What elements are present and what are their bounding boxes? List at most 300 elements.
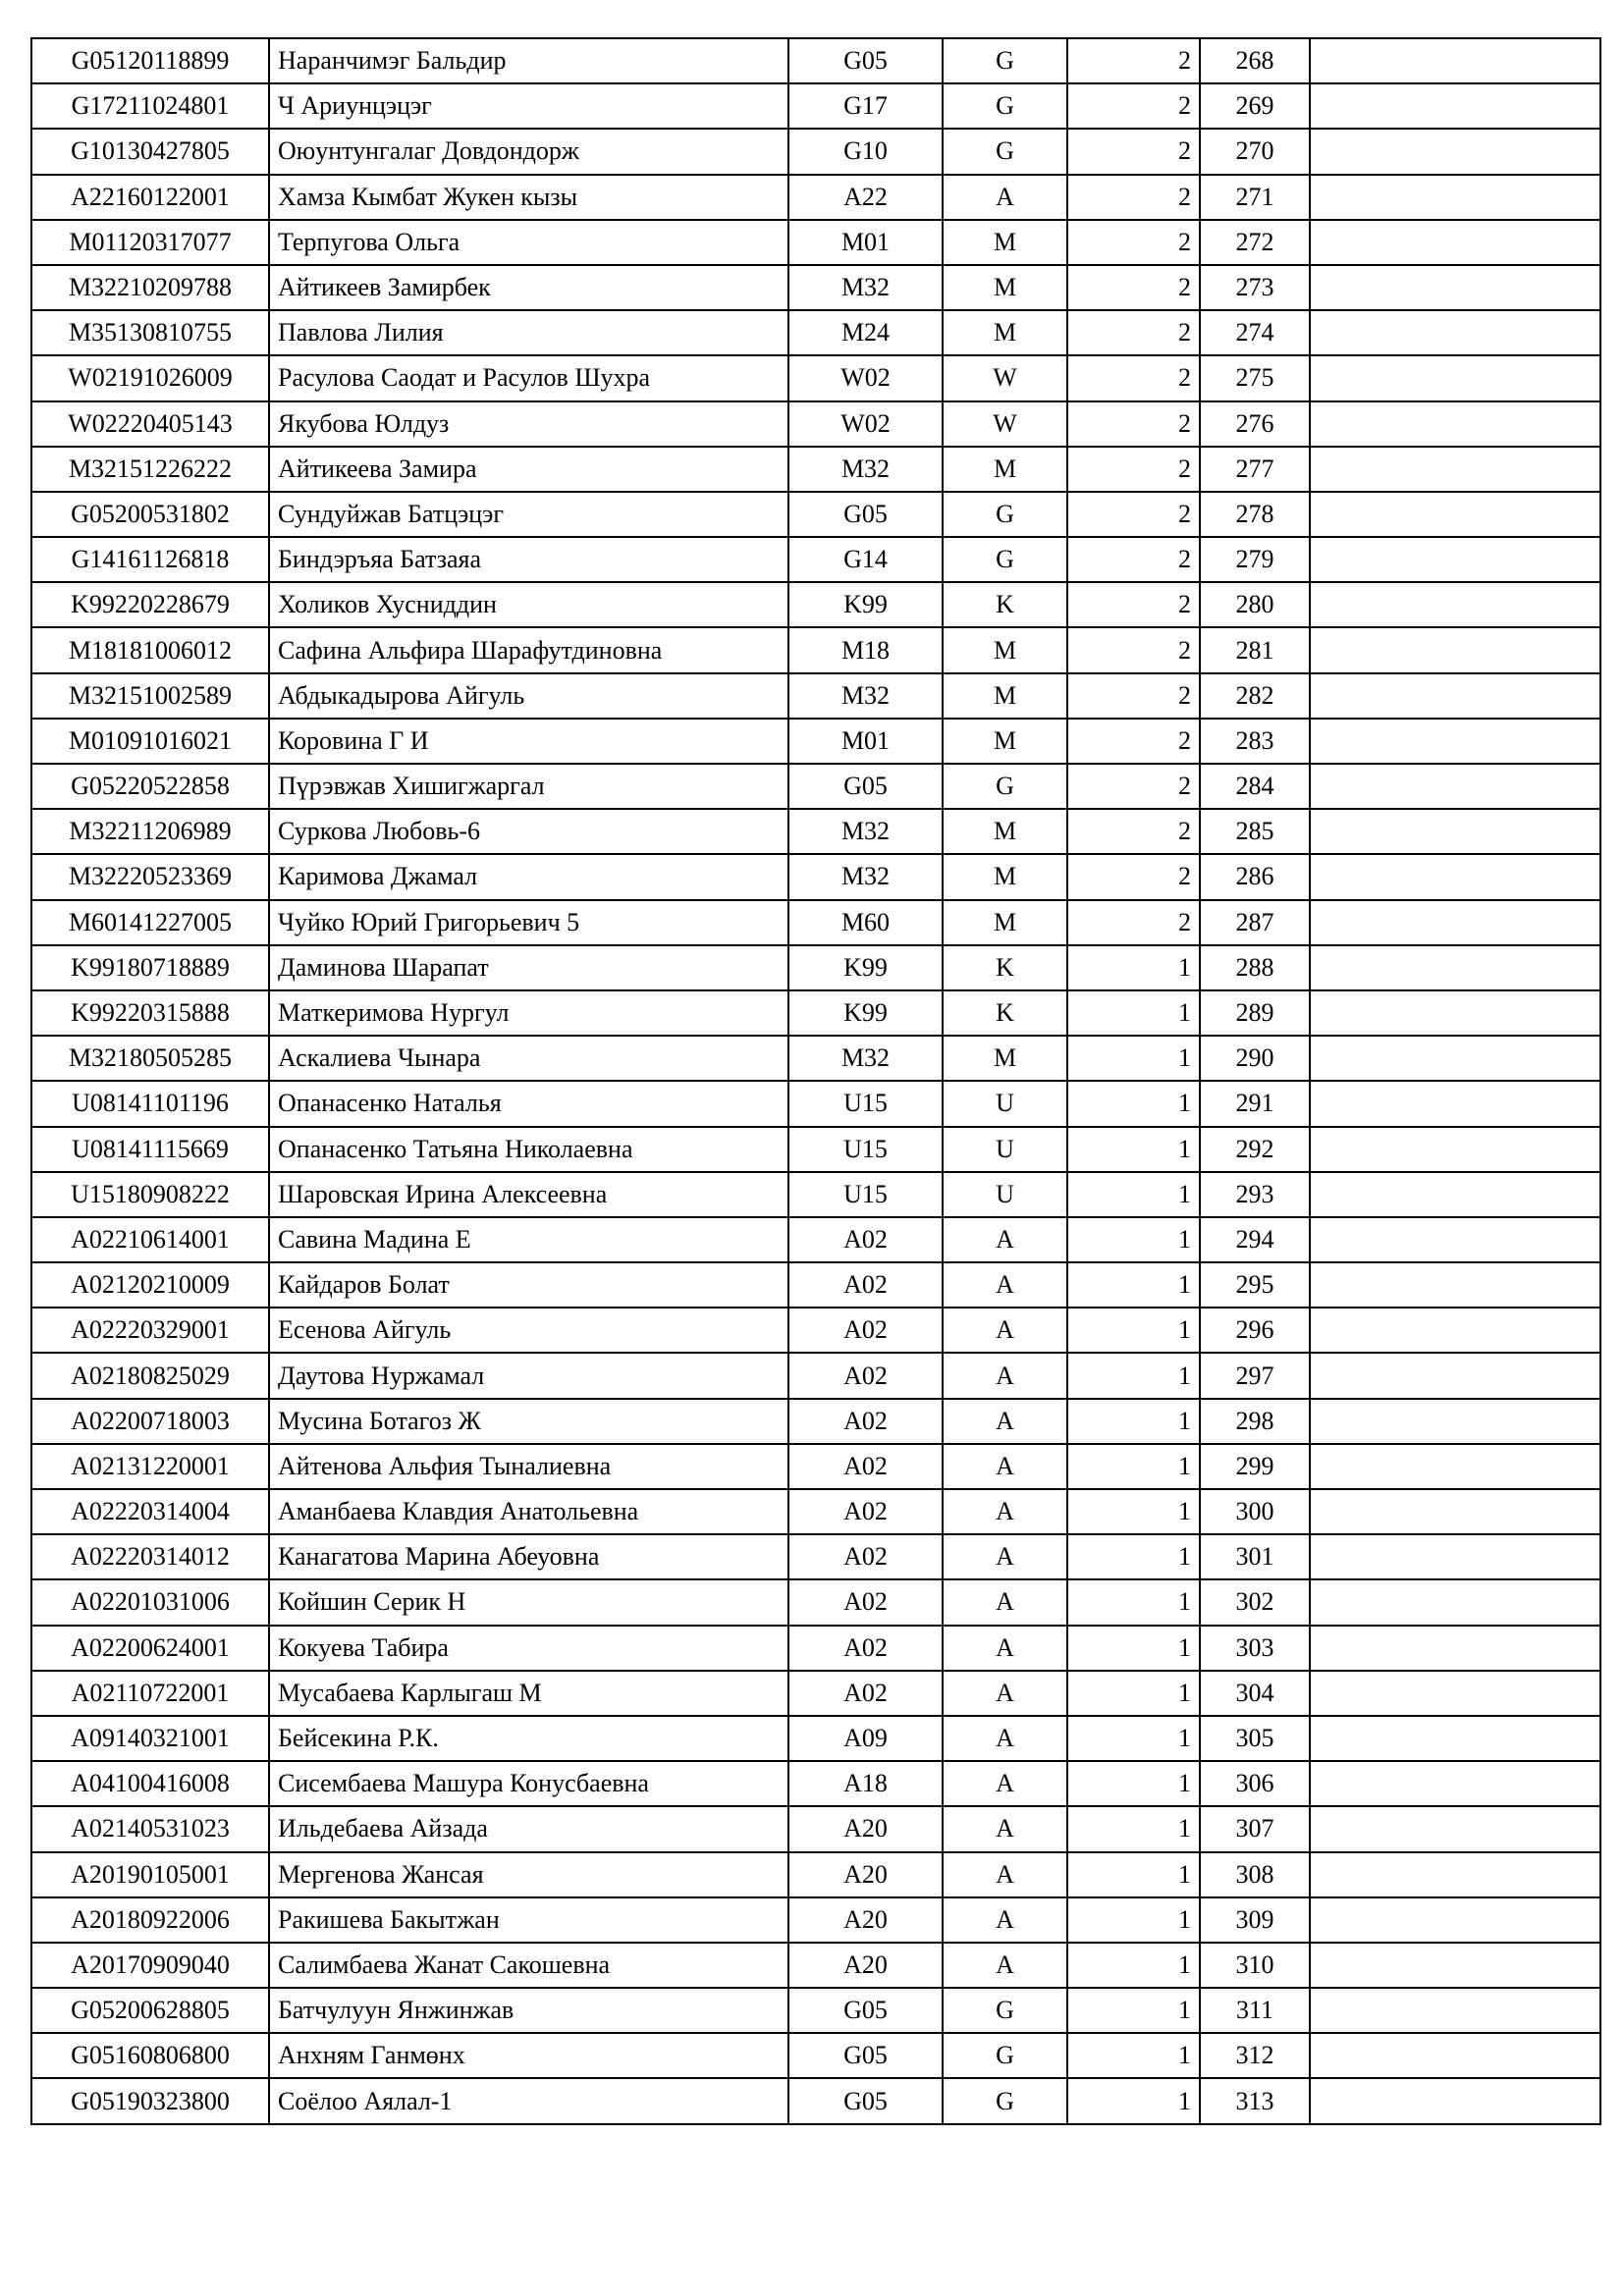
table-row xyxy=(31,1671,1600,1716)
member-name-cell: Батчулуун Янжинжав xyxy=(269,1988,788,2033)
group-code-cell: M32 xyxy=(788,854,943,899)
region-letter-cell: A xyxy=(943,1444,1067,1489)
empty-cell xyxy=(1310,1579,1600,1625)
group-code-cell: A02 xyxy=(788,1671,943,1716)
count-cell: 1 xyxy=(1067,1626,1200,1671)
rank-cell: 307 xyxy=(1200,1806,1310,1851)
empty-cell xyxy=(1310,355,1600,400)
table-row xyxy=(31,1988,1600,2033)
count-cell: 2 xyxy=(1067,537,1200,582)
empty-cell xyxy=(1310,38,1600,83)
rank-cell: 312 xyxy=(1200,2033,1310,2078)
member-name-cell: Сафина Альфира Шарафутдиновна xyxy=(269,627,788,672)
region-letter-cell: M xyxy=(943,900,1067,945)
empty-cell xyxy=(1310,764,1600,809)
count-cell: 2 xyxy=(1067,582,1200,627)
count-cell: 2 xyxy=(1067,900,1200,945)
member-name-cell: Есенова Айгуль xyxy=(269,1308,788,1353)
member-name-cell: Павлова Лилия xyxy=(269,310,788,355)
member-name-cell: Кайдаров Болат xyxy=(269,1262,788,1308)
region-letter-cell: G xyxy=(943,129,1067,174)
count-cell: 1 xyxy=(1067,1036,1200,1081)
group-code-cell: G10 xyxy=(788,129,943,174)
member-name-cell: Канагатова Марина Абеуовна xyxy=(269,1534,788,1579)
member-name-cell: Даминова Шарапат xyxy=(269,945,788,990)
region-letter-cell: A xyxy=(943,1897,1067,1943)
member-name-cell: Абдыкадырова Айгуль xyxy=(269,673,788,719)
empty-cell xyxy=(1310,1399,1600,1444)
empty-cell xyxy=(1310,582,1600,627)
rank-cell: 301 xyxy=(1200,1534,1310,1579)
table-row xyxy=(31,1172,1600,1217)
member-name-cell: Ч Ариунцэцэг xyxy=(269,83,788,129)
rank-cell: 298 xyxy=(1200,1399,1310,1444)
count-cell: 1 xyxy=(1067,1081,1200,1126)
member-code-cell: A04100416008 xyxy=(31,1761,269,1806)
rank-cell: 291 xyxy=(1200,1081,1310,1126)
table-row xyxy=(31,627,1600,672)
group-code-cell: G05 xyxy=(788,38,943,83)
table-row xyxy=(31,2078,1600,2123)
empty-cell xyxy=(1310,1716,1600,1761)
member-code-cell: A02220314012 xyxy=(31,1534,269,1579)
member-code-cell: G10130427805 xyxy=(31,129,269,174)
empty-cell xyxy=(1310,1081,1600,1126)
count-cell: 1 xyxy=(1067,1806,1200,1851)
rank-cell: 272 xyxy=(1200,220,1310,265)
count-cell: 1 xyxy=(1067,945,1200,990)
count-cell: 1 xyxy=(1067,1353,1200,1398)
region-letter-cell: G xyxy=(943,537,1067,582)
region-letter-cell: M xyxy=(943,265,1067,310)
member-code-cell: A02210614001 xyxy=(31,1217,269,1262)
results-table-container xyxy=(30,37,1601,2125)
group-code-cell: M32 xyxy=(788,447,943,492)
member-code-cell: M35130810755 xyxy=(31,310,269,355)
empty-cell xyxy=(1310,1444,1600,1489)
member-name-cell: Оюунтунгалаг Довдондорж xyxy=(269,129,788,174)
group-code-cell: M32 xyxy=(788,265,943,310)
member-code-cell: G05160806800 xyxy=(31,2033,269,2078)
results-table-body xyxy=(31,38,1600,2124)
empty-cell xyxy=(1310,1036,1600,1081)
count-cell: 1 xyxy=(1067,1444,1200,1489)
member-name-cell: Биндэръяа Батзаяа xyxy=(269,537,788,582)
rank-cell: 278 xyxy=(1200,492,1310,537)
member-name-cell: Мусабаева Карлыгаш М xyxy=(269,1671,788,1716)
table-row xyxy=(31,1489,1600,1534)
region-letter-cell: A xyxy=(943,1671,1067,1716)
rank-cell: 293 xyxy=(1200,1172,1310,1217)
member-name-cell: Пүрэвжав Хишигжаргал xyxy=(269,764,788,809)
region-letter-cell: A xyxy=(943,1489,1067,1534)
group-code-cell: M01 xyxy=(788,719,943,764)
table-row xyxy=(31,310,1600,355)
group-code-cell: K99 xyxy=(788,945,943,990)
rank-cell: 302 xyxy=(1200,1579,1310,1625)
member-code-cell: M01091016021 xyxy=(31,719,269,764)
empty-cell xyxy=(1310,537,1600,582)
member-name-cell: Даутова Нуржамал xyxy=(269,1353,788,1398)
member-name-cell: Опанасенко Татьяна Николаевна xyxy=(269,1127,788,1172)
empty-cell xyxy=(1310,1626,1600,1671)
region-letter-cell: A xyxy=(943,1943,1067,1988)
member-code-cell: G05220522858 xyxy=(31,764,269,809)
table-row xyxy=(31,265,1600,310)
group-code-cell: W02 xyxy=(788,355,943,400)
member-name-cell: Савина Мадина Е xyxy=(269,1217,788,1262)
member-name-cell: Кокуева Табира xyxy=(269,1626,788,1671)
count-cell: 2 xyxy=(1067,355,1200,400)
region-letter-cell: M xyxy=(943,1036,1067,1081)
member-name-cell: Сисембаева Машура Конусбаевна xyxy=(269,1761,788,1806)
member-code-cell: K99220228679 xyxy=(31,582,269,627)
member-name-cell: Якубова Юлдуз xyxy=(269,401,788,447)
region-letter-cell: A xyxy=(943,1262,1067,1308)
rank-cell: 304 xyxy=(1200,1671,1310,1716)
group-code-cell: A02 xyxy=(788,1399,943,1444)
count-cell: 2 xyxy=(1067,401,1200,447)
group-code-cell: A20 xyxy=(788,1852,943,1897)
group-code-cell: U15 xyxy=(788,1172,943,1217)
table-row xyxy=(31,1036,1600,1081)
count-cell: 1 xyxy=(1067,2078,1200,2123)
count-cell: 2 xyxy=(1067,719,1200,764)
empty-cell xyxy=(1310,1262,1600,1308)
table-row xyxy=(31,401,1600,447)
member-code-cell: M32210209788 xyxy=(31,265,269,310)
member-code-cell: G05120118899 xyxy=(31,38,269,83)
member-name-cell: Айтикеев Замирбек xyxy=(269,265,788,310)
rank-cell: 289 xyxy=(1200,990,1310,1036)
count-cell: 1 xyxy=(1067,1897,1200,1943)
count-cell: 1 xyxy=(1067,1534,1200,1579)
count-cell: 2 xyxy=(1067,265,1200,310)
region-letter-cell: A xyxy=(943,1579,1067,1625)
member-code-cell: A22160122001 xyxy=(31,175,269,220)
member-code-cell: A02201031006 xyxy=(31,1579,269,1625)
group-code-cell: A02 xyxy=(788,1579,943,1625)
table-row xyxy=(31,1716,1600,1761)
member-name-cell: Мусина Ботагоз Ж xyxy=(269,1399,788,1444)
member-code-cell: W02191026009 xyxy=(31,355,269,400)
empty-cell xyxy=(1310,2078,1600,2123)
group-code-cell: G14 xyxy=(788,537,943,582)
member-code-cell: A02200624001 xyxy=(31,1626,269,1671)
rank-cell: 276 xyxy=(1200,401,1310,447)
results-table xyxy=(30,37,1601,2125)
rank-cell: 285 xyxy=(1200,809,1310,854)
group-code-cell: G05 xyxy=(788,2078,943,2123)
count-cell: 1 xyxy=(1067,1217,1200,1262)
member-code-cell: U08141115669 xyxy=(31,1127,269,1172)
rank-cell: 280 xyxy=(1200,582,1310,627)
count-cell: 1 xyxy=(1067,1716,1200,1761)
empty-cell xyxy=(1310,1489,1600,1534)
empty-cell xyxy=(1310,310,1600,355)
rank-cell: 313 xyxy=(1200,2078,1310,2123)
member-code-cell: M32180505285 xyxy=(31,1036,269,1081)
group-code-cell: A02 xyxy=(788,1444,943,1489)
member-code-cell: G05200531802 xyxy=(31,492,269,537)
table-row xyxy=(31,1943,1600,1988)
member-code-cell: M18181006012 xyxy=(31,627,269,672)
count-cell: 1 xyxy=(1067,1988,1200,2033)
table-row xyxy=(31,1444,1600,1489)
rank-cell: 300 xyxy=(1200,1489,1310,1534)
member-code-cell: A02120210009 xyxy=(31,1262,269,1308)
count-cell: 1 xyxy=(1067,1172,1200,1217)
empty-cell xyxy=(1310,1988,1600,2033)
region-letter-cell: U xyxy=(943,1172,1067,1217)
region-letter-cell: M xyxy=(943,673,1067,719)
empty-cell xyxy=(1310,1217,1600,1262)
count-cell: 2 xyxy=(1067,175,1200,220)
member-code-cell: U15180908222 xyxy=(31,1172,269,1217)
table-row xyxy=(31,1262,1600,1308)
member-name-cell: Анхням Ганмөнх xyxy=(269,2033,788,2078)
empty-cell xyxy=(1310,2033,1600,2078)
count-cell: 1 xyxy=(1067,1852,1200,1897)
table-row xyxy=(31,1308,1600,1353)
table-row xyxy=(31,1761,1600,1806)
member-code-cell: K99180718889 xyxy=(31,945,269,990)
region-letter-cell: A xyxy=(943,1626,1067,1671)
region-letter-cell: A xyxy=(943,1399,1067,1444)
rank-cell: 306 xyxy=(1200,1761,1310,1806)
member-code-cell: K99220315888 xyxy=(31,990,269,1036)
table-row xyxy=(31,1897,1600,1943)
rank-cell: 284 xyxy=(1200,764,1310,809)
group-code-cell: U15 xyxy=(788,1081,943,1126)
group-code-cell: A02 xyxy=(788,1353,943,1398)
region-letter-cell: M xyxy=(943,809,1067,854)
region-letter-cell: M xyxy=(943,447,1067,492)
region-letter-cell: A xyxy=(943,175,1067,220)
table-row xyxy=(31,719,1600,764)
table-row xyxy=(31,492,1600,537)
rank-cell: 292 xyxy=(1200,1127,1310,1172)
group-code-cell: G05 xyxy=(788,1988,943,2033)
empty-cell xyxy=(1310,990,1600,1036)
table-row xyxy=(31,355,1600,400)
member-code-cell: G14161126818 xyxy=(31,537,269,582)
member-code-cell: M01120317077 xyxy=(31,220,269,265)
empty-cell xyxy=(1310,447,1600,492)
rank-cell: 303 xyxy=(1200,1626,1310,1671)
count-cell: 2 xyxy=(1067,673,1200,719)
group-code-cell: A02 xyxy=(788,1217,943,1262)
member-name-cell: Каримова Джамал xyxy=(269,854,788,899)
table-row xyxy=(31,2033,1600,2078)
empty-cell xyxy=(1310,220,1600,265)
empty-cell xyxy=(1310,1897,1600,1943)
empty-cell xyxy=(1310,492,1600,537)
empty-cell xyxy=(1310,1172,1600,1217)
empty-cell xyxy=(1310,265,1600,310)
table-row xyxy=(31,220,1600,265)
member-code-cell: A20170909040 xyxy=(31,1943,269,1988)
rank-cell: 286 xyxy=(1200,854,1310,899)
rank-cell: 287 xyxy=(1200,900,1310,945)
count-cell: 1 xyxy=(1067,990,1200,1036)
member-name-cell: Суркова Любовь-6 xyxy=(269,809,788,854)
rank-cell: 310 xyxy=(1200,1943,1310,1988)
empty-cell xyxy=(1310,809,1600,854)
member-code-cell: A02180825029 xyxy=(31,1353,269,1398)
region-letter-cell: A xyxy=(943,1716,1067,1761)
member-code-cell: M32211206989 xyxy=(31,809,269,854)
member-name-cell: Аманбаева Клавдия Анатольевна xyxy=(269,1489,788,1534)
group-code-cell: M18 xyxy=(788,627,943,672)
count-cell: 2 xyxy=(1067,809,1200,854)
member-name-cell: Ильдебаева Айзада xyxy=(269,1806,788,1851)
member-name-cell: Сундуйжав Батцэцэг xyxy=(269,492,788,537)
member-code-cell: W02220405143 xyxy=(31,401,269,447)
rank-cell: 277 xyxy=(1200,447,1310,492)
member-code-cell: A02131220001 xyxy=(31,1444,269,1489)
table-row xyxy=(31,1127,1600,1172)
count-cell: 1 xyxy=(1067,1761,1200,1806)
empty-cell xyxy=(1310,854,1600,899)
group-code-cell: G17 xyxy=(788,83,943,129)
group-code-cell: A20 xyxy=(788,1806,943,1851)
rank-cell: 308 xyxy=(1200,1852,1310,1897)
table-row xyxy=(31,1353,1600,1398)
member-name-cell: Терпугова Ольга xyxy=(269,220,788,265)
rank-cell: 274 xyxy=(1200,310,1310,355)
group-code-cell: K99 xyxy=(788,990,943,1036)
group-code-cell: M32 xyxy=(788,809,943,854)
group-code-cell: A02 xyxy=(788,1626,943,1671)
member-name-cell: Шаровская Ирина Алексеевна xyxy=(269,1172,788,1217)
region-letter-cell: M xyxy=(943,627,1067,672)
table-row xyxy=(31,945,1600,990)
member-name-cell: Холиков Хусниддин xyxy=(269,582,788,627)
group-code-cell: A02 xyxy=(788,1489,943,1534)
rank-cell: 281 xyxy=(1200,627,1310,672)
region-letter-cell: G xyxy=(943,764,1067,809)
empty-cell xyxy=(1310,1671,1600,1716)
group-code-cell: A22 xyxy=(788,175,943,220)
region-letter-cell: U xyxy=(943,1081,1067,1126)
member-name-cell: Расулова Саодат и Расулов Шухра xyxy=(269,355,788,400)
rank-cell: 275 xyxy=(1200,355,1310,400)
region-letter-cell: W xyxy=(943,355,1067,400)
empty-cell xyxy=(1310,1308,1600,1353)
region-letter-cell: W xyxy=(943,401,1067,447)
region-letter-cell: G xyxy=(943,492,1067,537)
count-cell: 2 xyxy=(1067,129,1200,174)
group-code-cell: A20 xyxy=(788,1943,943,1988)
empty-cell xyxy=(1310,945,1600,990)
empty-cell xyxy=(1310,627,1600,672)
region-letter-cell: M xyxy=(943,310,1067,355)
rank-cell: 294 xyxy=(1200,1217,1310,1262)
rank-cell: 296 xyxy=(1200,1308,1310,1353)
count-cell: 1 xyxy=(1067,1579,1200,1625)
count-cell: 1 xyxy=(1067,1399,1200,1444)
region-letter-cell: G xyxy=(943,2078,1067,2123)
member-name-cell: Хамза Кымбат Жукен кызы xyxy=(269,175,788,220)
group-code-cell: A02 xyxy=(788,1534,943,1579)
member-code-cell: A02220329001 xyxy=(31,1308,269,1353)
empty-cell xyxy=(1310,1806,1600,1851)
empty-cell xyxy=(1310,1534,1600,1579)
region-letter-cell: A xyxy=(943,1353,1067,1398)
region-letter-cell: K xyxy=(943,990,1067,1036)
table-row xyxy=(31,38,1600,83)
rank-cell: 271 xyxy=(1200,175,1310,220)
rank-cell: 305 xyxy=(1200,1716,1310,1761)
group-code-cell: G05 xyxy=(788,764,943,809)
member-name-cell: Мергенова Жансая xyxy=(269,1852,788,1897)
rank-cell: 283 xyxy=(1200,719,1310,764)
member-code-cell: M60141227005 xyxy=(31,900,269,945)
region-letter-cell: A xyxy=(943,1217,1067,1262)
empty-cell xyxy=(1310,1761,1600,1806)
rank-cell: 273 xyxy=(1200,265,1310,310)
count-cell: 2 xyxy=(1067,220,1200,265)
empty-cell xyxy=(1310,1127,1600,1172)
member-code-cell: A20180922006 xyxy=(31,1897,269,1943)
empty-cell xyxy=(1310,401,1600,447)
rank-cell: 299 xyxy=(1200,1444,1310,1489)
region-letter-cell: G xyxy=(943,38,1067,83)
member-code-cell: A02110722001 xyxy=(31,1671,269,1716)
rank-cell: 297 xyxy=(1200,1353,1310,1398)
empty-cell xyxy=(1310,1943,1600,1988)
count-cell: 1 xyxy=(1067,1308,1200,1353)
member-code-cell: A09140321001 xyxy=(31,1716,269,1761)
region-letter-cell: A xyxy=(943,1308,1067,1353)
member-name-cell: Наранчимэг Бальдир xyxy=(269,38,788,83)
group-code-cell: A09 xyxy=(788,1716,943,1761)
count-cell: 1 xyxy=(1067,2033,1200,2078)
member-code-cell: G05200628805 xyxy=(31,1988,269,2033)
region-letter-cell: M xyxy=(943,854,1067,899)
table-row xyxy=(31,809,1600,854)
group-code-cell: W02 xyxy=(788,401,943,447)
member-code-cell: M32220523369 xyxy=(31,854,269,899)
rank-cell: 295 xyxy=(1200,1262,1310,1308)
rank-cell: 279 xyxy=(1200,537,1310,582)
member-code-cell: A02200718003 xyxy=(31,1399,269,1444)
region-letter-cell: M xyxy=(943,220,1067,265)
count-cell: 2 xyxy=(1067,38,1200,83)
member-name-cell: Салимбаева Жанат Сакошевна xyxy=(269,1943,788,1988)
region-letter-cell: U xyxy=(943,1127,1067,1172)
group-code-cell: G05 xyxy=(788,2033,943,2078)
count-cell: 2 xyxy=(1067,310,1200,355)
empty-cell xyxy=(1310,1852,1600,1897)
count-cell: 2 xyxy=(1067,854,1200,899)
region-letter-cell: A xyxy=(943,1534,1067,1579)
table-row xyxy=(31,447,1600,492)
rank-cell: 290 xyxy=(1200,1036,1310,1081)
rank-cell: 268 xyxy=(1200,38,1310,83)
table-row xyxy=(31,1852,1600,1897)
count-cell: 2 xyxy=(1067,627,1200,672)
rank-cell: 269 xyxy=(1200,83,1310,129)
table-row xyxy=(31,673,1600,719)
table-row xyxy=(31,854,1600,899)
region-letter-cell: G xyxy=(943,1988,1067,2033)
table-row xyxy=(31,990,1600,1036)
rank-cell: 282 xyxy=(1200,673,1310,719)
empty-cell xyxy=(1310,719,1600,764)
count-cell: 1 xyxy=(1067,1943,1200,1988)
